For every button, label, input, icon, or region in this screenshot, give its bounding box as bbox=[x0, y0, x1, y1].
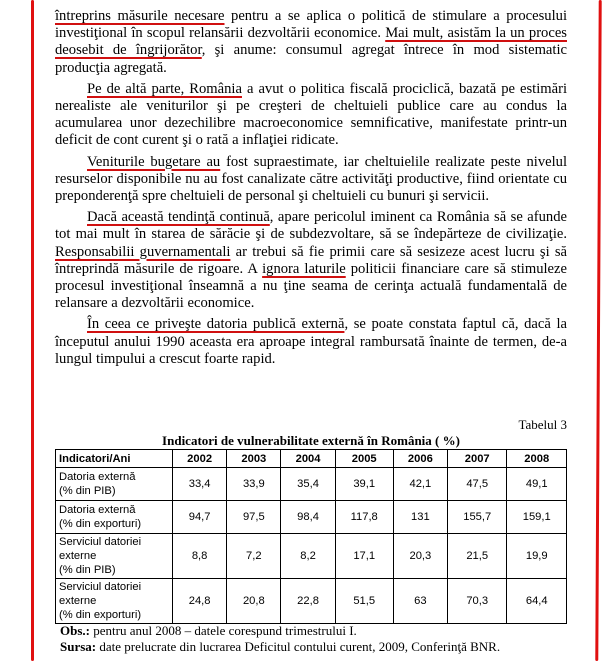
source-label: Sursa: bbox=[60, 639, 97, 654]
text-run: , se poate constata faptul că, dacă la începutul anului 1990 aceasta era aproape integral rambursată înainte de termen, de-a lungul timpului a crescut foarte rapid. bbox=[55, 316, 567, 367]
table-cell: 7,2 bbox=[227, 534, 281, 579]
text-run: a avut o politica fiscală prociclică, bazată pe estimări nerealiste ale veniturilor şi pe creşteri de cheltuieli publice care au condus la acumularea unor dezechilibre macroeconomice semnificative, manifestate printr-un deficit de cont curent şi o rată a inflaţiei ridicate. bbox=[55, 80, 567, 149]
row-label-line: Datoria externă bbox=[59, 504, 136, 516]
column-header: 2008 bbox=[507, 450, 567, 468]
row-label-line: Serviciul datoriei bbox=[59, 536, 142, 548]
table-cell: 8,2 bbox=[281, 534, 335, 579]
column-header: Indicatori/Ani bbox=[56, 450, 173, 468]
row-label-line: (% din PIB) bbox=[59, 485, 116, 497]
text-run: , apare pericolul iminent ca România să se afunde tot mai mult în starea de sărăcie şi de subdezvoltare, să se îndepărteze de civilizaţie. bbox=[55, 209, 567, 243]
table-row bbox=[56, 468, 567, 501]
table-cell: 94,7 bbox=[173, 501, 227, 534]
row-label bbox=[56, 501, 173, 534]
paragraph-1 bbox=[55, 8, 567, 77]
body-text bbox=[55, 8, 567, 372]
paragraph-2 bbox=[55, 81, 567, 150]
underlined-phrase: Dacă această tendinţă continuă bbox=[87, 209, 270, 226]
table-cell: 35,4 bbox=[281, 468, 335, 501]
underlined-phrase: În ceea ce priveşte datoria publică externă bbox=[87, 316, 345, 333]
margin-annotation-left bbox=[31, 0, 34, 661]
column-header: 2004 bbox=[281, 450, 335, 468]
obs-label: Obs.: bbox=[60, 623, 90, 638]
table-row bbox=[56, 501, 567, 534]
row-label-line: (% din exporturi) bbox=[59, 609, 142, 621]
text-run: fost supraestimate, iar cheltuielile realizate peste nivelul resurselor disponibile nu au fost canalizate către activităţi productive, fiind orientate cu preponderenţă spre cheltuieli de personal şi cheltuieli cu bunuri şi servicii. bbox=[55, 153, 568, 205]
text-run: pentru a se aplica o politică de stimulare a procesului investiţional în scopul relansării dezvoltării economice. bbox=[55, 8, 568, 42]
margin-annotation-right bbox=[595, 0, 601, 661]
underlined-phrase: ignora laturile bbox=[262, 260, 346, 277]
table-cell: 98,4 bbox=[281, 501, 335, 534]
table-cell: 63 bbox=[393, 579, 447, 624]
table-cell: 22,8 bbox=[281, 579, 335, 624]
column-header: 2003 bbox=[227, 450, 281, 468]
paragraph-5 bbox=[55, 316, 567, 368]
table-cell: 51,5 bbox=[335, 579, 393, 624]
text-run: , şi anume: consumul agregat întrece în mod sistematic producţia agregată. bbox=[55, 42, 567, 76]
table-cell: 47,5 bbox=[447, 468, 507, 501]
row-label bbox=[56, 579, 173, 624]
table-row bbox=[56, 579, 567, 624]
table-cell: 17,1 bbox=[335, 534, 393, 579]
table-caption: Tabelul 3 bbox=[518, 417, 567, 432]
text-run: politicii financiare care să stimuleze procesul investiţional înseamnă a nu ţine seama de cerinţa actuală fundamentală de relansare a dezvoltării economice. bbox=[55, 260, 567, 312]
table-cell: 21,5 bbox=[447, 534, 507, 579]
table-cell: 117,8 bbox=[335, 501, 393, 534]
table-cell: 155,7 bbox=[447, 501, 507, 534]
table-cell: 49,1 bbox=[507, 468, 567, 501]
table-notes bbox=[60, 623, 500, 655]
table-cell: 97,5 bbox=[227, 501, 281, 534]
table-row bbox=[56, 534, 567, 579]
source-note bbox=[60, 639, 500, 655]
table-cell: 24,8 bbox=[173, 579, 227, 624]
row-label-line: externe bbox=[59, 550, 97, 562]
underlined-phrase: Mai mult, asistăm la un proces deosebit de îngrijorător bbox=[55, 25, 567, 59]
table-cell: 33,4 bbox=[173, 468, 227, 501]
row-label-line: (% din PIB) bbox=[59, 564, 116, 576]
column-header: 2007 bbox=[447, 450, 507, 468]
table-cell: 70,3 bbox=[447, 579, 507, 624]
source-text: date prelucrate din lucrarea Deficitul contului curent, 2009, Conferinţă BNR. bbox=[96, 639, 501, 654]
table-cell: 8,8 bbox=[173, 534, 227, 579]
table-cell: 64,4 bbox=[507, 579, 567, 624]
underlined-phrase: întreprins măsurile necesare bbox=[55, 8, 225, 24]
obs-text: pentru anul 2008 – datele corespund trimestrului I. bbox=[89, 623, 357, 638]
underlined-phrase: Veniturile bugetare au bbox=[87, 153, 221, 170]
text-run: ar trebui să fie primii care să sesizeze acest lucru şi să întreprindă măsurile de rigoare. A bbox=[55, 243, 568, 277]
table-header-row bbox=[56, 450, 567, 468]
column-header: 2006 bbox=[393, 450, 447, 468]
table-cell: 42,1 bbox=[393, 468, 447, 501]
table-cell: 19,9 bbox=[507, 534, 567, 579]
row-label-line: Serviciul datoriei bbox=[59, 581, 142, 593]
underlined-phrase: Responsabilii guvernamentali bbox=[55, 243, 231, 260]
row-label-line: Datoria externă bbox=[59, 471, 136, 483]
row-label-line: externe bbox=[59, 595, 97, 607]
table-title: Indicatori de vulnerabilitate externă în România ( %) bbox=[162, 433, 460, 448]
table-cell: 39,1 bbox=[335, 468, 393, 501]
paragraph-4 bbox=[55, 209, 567, 312]
table-cell: 131 bbox=[393, 501, 447, 534]
column-header: 2002 bbox=[173, 450, 227, 468]
table-cell: 20,8 bbox=[227, 579, 281, 624]
row-label bbox=[56, 534, 173, 579]
obs-note bbox=[60, 623, 500, 639]
row-label bbox=[56, 468, 173, 501]
table-cell: 33,9 bbox=[227, 468, 281, 501]
column-header: 2005 bbox=[335, 450, 393, 468]
row-label-line: (% din exporturi) bbox=[59, 518, 142, 530]
table-cell: 20,3 bbox=[393, 534, 447, 579]
table-cell: 159,1 bbox=[507, 501, 567, 534]
underlined-phrase: Pe de altă parte, România bbox=[87, 80, 242, 97]
paragraph-3 bbox=[55, 154, 567, 206]
indicators-table bbox=[55, 449, 567, 624]
